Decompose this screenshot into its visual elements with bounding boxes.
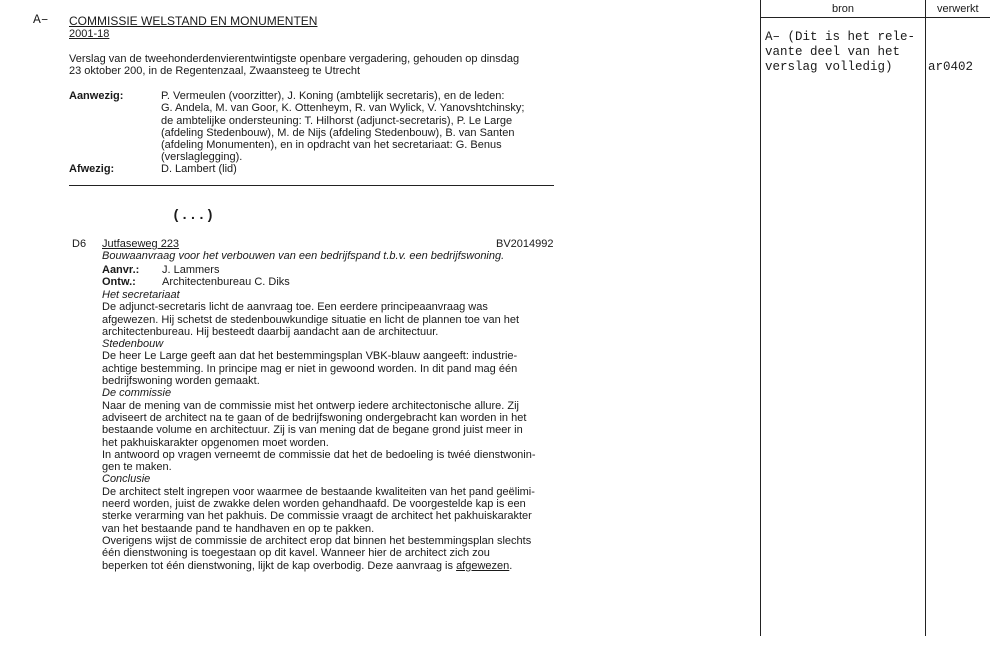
body-line: bedrijfswoning worden gemaakt. <box>102 375 260 388</box>
final-line <box>102 560 562 572</box>
designer-value: Architectenbureau C. Diks <box>162 276 290 288</box>
item-subtitle: Bouwaanvraag voor het verbouwen van een bedrijfspand t.b.v. een bedrijfswoning. <box>102 250 505 262</box>
body-line: architectenbureau. Hij besteedt daarbij aandacht aan de architectuur. <box>102 325 439 338</box>
body-line: Naar de mening van de commissie mist het ontwerp iedere architectonische allure. Zij <box>102 399 519 412</box>
body-line: één dienstwoning is toegestaan op dit kavel. Wanneer hier de architect zich zou <box>102 547 490 560</box>
source-note <box>765 30 915 75</box>
processed-value: ar0402 <box>928 60 974 74</box>
body-line: afgewezen. Hij schetst de stedenbouwkundige situatie en licht de plannen toe van het <box>102 313 520 326</box>
body-line: neerd worden, juist de zwakke delen worden gehandhaafd. De voorgestelde kap is een <box>102 498 526 511</box>
decision-text: afgewezen <box>456 559 510 572</box>
intro-line: Verslag van de tweehonderdenvierentwintigste openbare vergadering, gehouden op dinsdag <box>69 53 520 65</box>
applicant-value: J. Lammers <box>162 264 220 276</box>
header-rule <box>760 17 990 18</box>
item-code: D6 <box>72 238 87 250</box>
body-line: bestaande volume en architectuur. Zij is van mening dat de begane grond juist meer in <box>102 424 523 437</box>
source-note-line: A– (Dit is het rele- <box>765 30 916 44</box>
present-line: G. Andela, M. van Goor, K. Ottenheym, R. van Wylick, V. Yanovshtchinsky; <box>161 102 525 115</box>
body-line: Overigens wijst de commissie de architect erop dat binnen het bestemmingsplan slechts <box>102 534 532 547</box>
column-rule-middle <box>925 0 926 636</box>
body-line: van het bestaande pand te handhaven en op te pakken. <box>102 522 375 535</box>
body-line: het pakhuiskarakter opgenomen moet worden. <box>102 436 329 449</box>
body-line: De adjunct-secretaris licht de aanvraag toe. Een eerdere principeaanvraag was <box>102 301 488 314</box>
absent-label: Afwezig: <box>69 163 115 175</box>
body-line: achtige bestemming. In principe mag er niet in gewoond worden. In dit pand mag één <box>102 362 518 375</box>
absent-value: D. Lambert (lid) <box>161 163 237 175</box>
body-line: gen te maken. <box>102 461 172 474</box>
body-line: De heer Le Large geeft aan dat het bestemmingsplan VBK-blauw aangeeft: industrie- <box>102 350 518 363</box>
commission-title: COMMISSIE WELSTAND EN MONUMENTEN <box>69 14 318 28</box>
designer-label: Ontw.: <box>102 276 136 288</box>
item-address: Jutfaseweg 223 <box>102 238 180 250</box>
final-line-period: . <box>509 559 513 572</box>
intro-paragraph <box>69 53 519 78</box>
omission-marker: (...) <box>172 208 215 224</box>
item-body <box>102 289 562 572</box>
present-line: (afdeling Stedenbouw), M. de Nijs (afdeling Stedenbouw), B. van Santen <box>161 126 515 139</box>
source-note-line: verslag volledig) <box>765 60 893 74</box>
present-line: (afdeling Monumenten), en in opdracht van het secretariaat: G. Benus <box>161 139 502 152</box>
body-line: adviseert de architect na te gaan of de bedrijfswoning ondergebracht kan worden in het <box>102 411 527 424</box>
present-list <box>161 90 524 164</box>
section-heading: De commissie <box>102 387 172 400</box>
body-line: In antwoord op vragen verneemt de commissie dat het de bedoeling is twéé dienstwonin- <box>102 448 536 461</box>
margin-marker: A– <box>33 12 49 27</box>
body-line: De architect stelt ingrepen voor waarmee de bestaande kwaliteiten van het pand geëlimi- <box>102 485 535 498</box>
section-heading: Stedenbouw <box>102 338 164 351</box>
present-line: (verslaglegging). <box>161 151 243 164</box>
present-label: Aanwezig: <box>69 90 124 102</box>
applicant-label: Aanvr.: <box>102 264 140 276</box>
body-line: sterke verarming van het pakhuis. De commissie vraagt de architect het pakhuiskarakter <box>102 510 532 523</box>
final-line-text: beperken tot één dienstwoning, lijkt de kap overbodig. Deze aanvraag is <box>102 559 457 572</box>
present-line: P. Vermeulen (voorzitter), J. Koning (ambtelijk secretaris), en de leden: <box>161 90 505 102</box>
section-heading: Conclusie <box>102 473 151 486</box>
processed-column-header: verwerkt <box>937 3 979 15</box>
source-column-header: bron <box>832 3 855 15</box>
present-line: de ambtelijke ondersteuning: T. Hilhorst (adjunct-secretaris), P. Le Large <box>161 114 513 127</box>
meeting-number: 2001-18 <box>69 28 110 40</box>
column-rule-left <box>760 0 761 636</box>
source-note-line: vante deel van het <box>765 45 901 59</box>
section-divider <box>69 185 554 186</box>
item-file-number: BV2014992 <box>496 238 554 250</box>
section-heading: Het secretariaat <box>102 289 180 301</box>
intro-line: 23 oktober 200, in de Regentenzaal, Zwaansteeg te Utrecht <box>69 65 361 78</box>
